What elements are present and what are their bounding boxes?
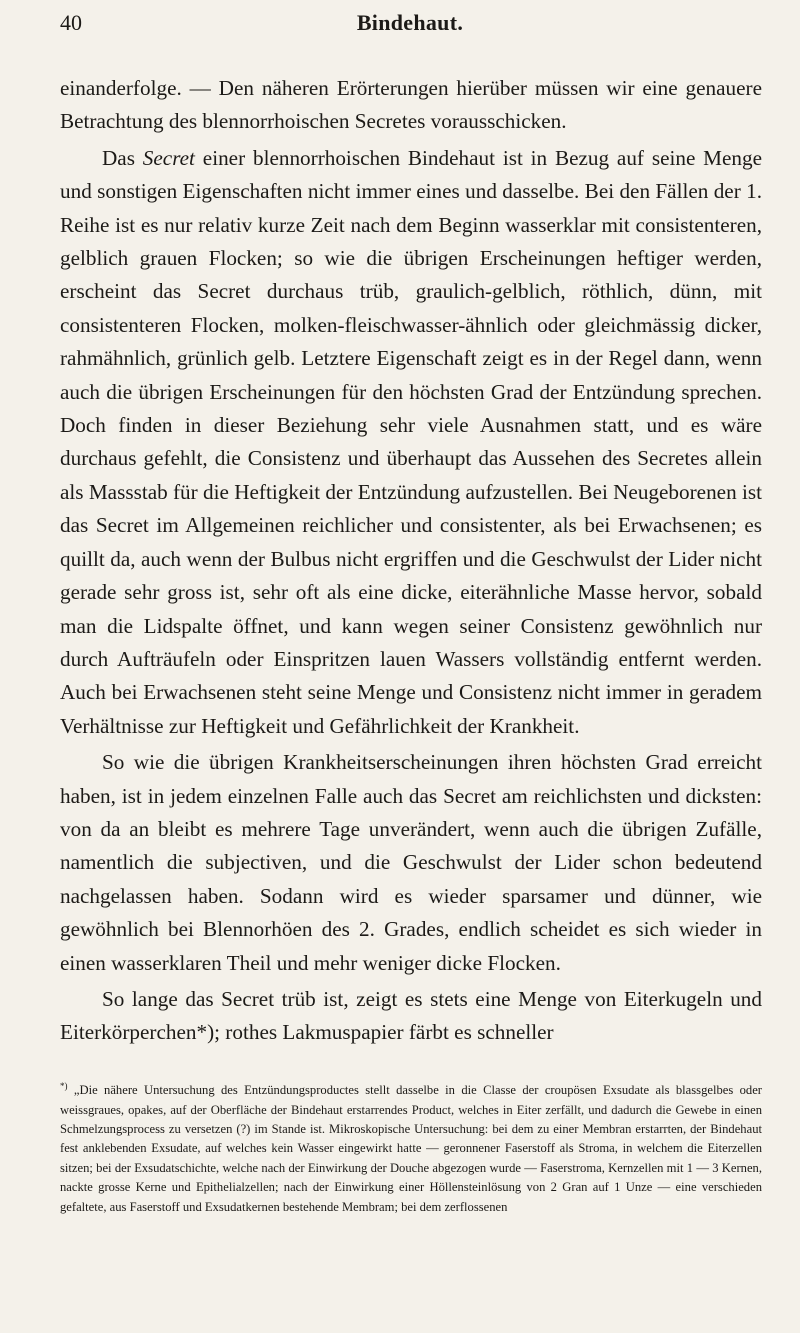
paragraph-2 (60, 142, 762, 743)
body-text (60, 72, 762, 1050)
paragraph-3-text: So wie die übrigen Krankheitserscheinungen ihren höchsten Grad erreicht haben, ist in jedem einzelnen Falle auch das Secret am reichlichsten und dicksten: von da an bleibt es mehrere Tage unverändert, wenn auch die übrigen Zufälle, namentlich die subjectiven, und die Geschwulst der Lider schon bedeutend nachgelassen haben. Sodann wird es wieder sparsamer und dünner, wie gewöhnlich bei Blennorhöen des 2. Grades, endlich scheidet es sich wieder in einen wasserklaren Theil und mehr weniger dicke Flocken. (60, 750, 762, 975)
footnote-reference[interactable]: *) (196, 1020, 215, 1045)
page-number: 40 (60, 10, 82, 35)
emphasized-word: Secret (142, 145, 195, 170)
page-header (60, 8, 760, 48)
footnote (60, 1077, 762, 1217)
footnote-marker: *) (60, 1081, 68, 1091)
paragraph-2-text: einer blennorrhoischen Bindehaut ist in Bezug auf seine Menge und sonstigen Eigenschaften nicht immer eines und dasselbe. Bei den Fällen der 1. Reihe ist es nur relativ kurze Zeit nach dem Beginn wasserklar mit consistenteren, gelblich grauen Flocken; so wie die übrigen Erscheinungen heftiger werden, erscheint das Secret durchaus trüb, graulich-gelblich, röthlich, dünn, mit consistenteren Flocken, molken-fleischwasser-ähnlich oder gleichmässig dicker, rahmähnlich, grünlich gelb. Letztere Eigenschaft zeigt es in der Regel dann, wenn auch die übrigen Erscheinungen für den höchsten Grad der Entzündung sprechen. Doch finden in dieser Beziehung sehr viele Ausnahmen statt, und es wäre durchaus gefehlt, die Consistenz und überhaupt das Aussehen des Secretes allein als Massstab für die Heftigkeit der Entzündung aufzustellen. Bei Neugeborenen ist das Secret im Allgemeinen reichlicher und consistenter, als bei Erwachsenen; es quillt da, auch wenn der Bulbus nicht ergriffen und die Geschwulst der Lider nicht gerade sehr gross ist, sehr oft als eine dicke, eiterähnliche Masse hervor, sobald man die Lidspalte öffnet, und kann wegen seiner Consistenz gewöhnlich nur durch Aufträufeln oder Einspritzen lauen Wassers vollständig entfernt werden. Auch bei Erwachsenen steht seine Menge und Consistenz nicht immer in geradem Verhältnisse zur Heftigkeit und Gefährlichkeit der Krankheit. (60, 145, 763, 738)
paragraph-1-text: einanderfolge. — Den näheren Erörterungen hierüber müssen wir eine genauere Betrachtung des blennorrhoischen Secretes vorausschicken. (60, 76, 762, 134)
paragraph-4 (60, 983, 762, 1050)
paragraph-4-tail: ; rothes Lakmuspapier färbt es schneller (214, 1020, 554, 1045)
paragraph-3 (60, 746, 762, 980)
running-title: Bindehaut. (356, 10, 464, 35)
paragraph-1 (60, 72, 762, 139)
footnote-text: „Die nähere Untersuchung des Entzündungsproductes stellt dasselbe in die Classe der croupösen Exsudate als blassgelbes oder weissgraues, opakes, auf der Oberfläche der Bindehaut erstarrendes Product, welches in Eiter zerfällt, und dadurch die Gewebe in einen Schmelzungsprocess zu versetzen (?) im Stande ist. Mikroskopische Untersuchung: bei dem zu einer Membran erstarrten, der Bindehaut fest anklebenden Exsudate, auf welches kein Wasser eingewirkt hatte — geronnener Faserstoff als Stroma, in welchem die Eiterzellen sitzen; bei der Exsudatschichte, welche nach der Einwirkung der Douche abgezogen wurde — Faserstroma, Kernzellen mit 1 — 3 Kernen, nackte grosse Kerne und Epithelialzellen; nach der Einwirkung einer Höllensteinlösung von 2 Gran auf 1 Unze — eine verschieden gefaltete, aus Faserstoff und Exsudatkernen bestehende Membram; bei dem zerflossenen (60, 1083, 763, 1214)
paragraph-2-start: Das (102, 145, 135, 170)
paragraph-4-text: So lange das Secret trüb ist, zeigt es stets eine Menge von Eiterkugeln und Eiterkörperchen (60, 986, 762, 1045)
